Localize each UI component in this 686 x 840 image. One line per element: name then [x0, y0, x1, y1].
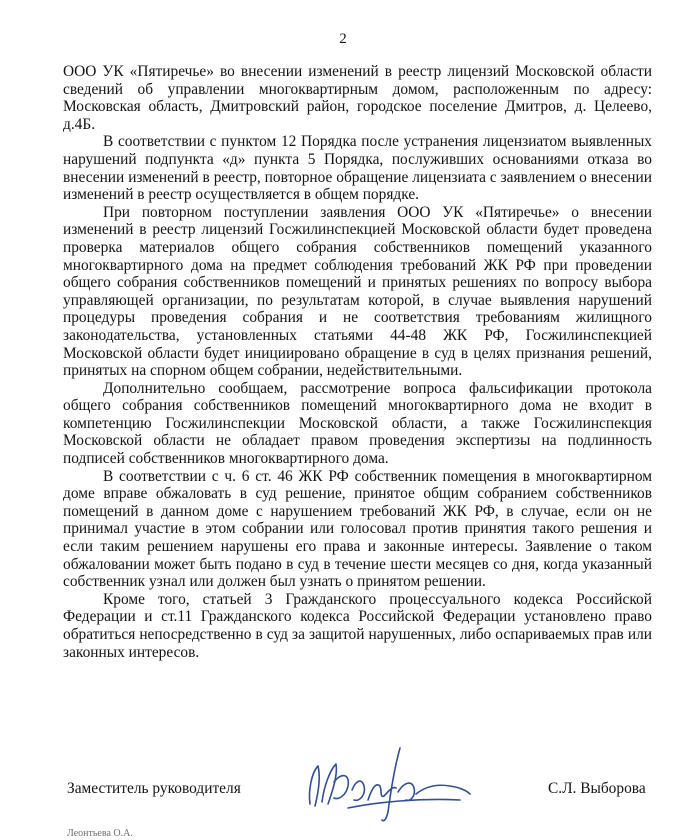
paragraph-reapplication: При повторном поступлении заявления ООО УК «Пятиречье» о внесении изменений в реестр лицензий Госжилинспекцией Московской области будет проведена проверка материалов общего собрания собственников помещений указанного многоквартирного дома на предмет соблюдения требований ЖК РФ при проведении общего собрания собственников помещений и принятых решениях по вопросу выбора управляющей организации, по результатам которой, в случае выявления нарушений процедуры проведения собрания и не соответствия требованиям жилищного законодательства, установленных статьями 44-48 ЖК РФ, Госжилинспекцией Московской области будет инициировано обращение в суд в целях признания решений, принятых на спорном общем собрании, недействительными. [63, 203, 652, 380]
signatory-title: Заместитель руководителя [67, 780, 241, 797]
paragraph-court-right: Кроме того, статьей 3 Гражданского процессуального кодекса Российской Федерации и ст.11 Гражданского кодекса Российской Федерации установлено право обратиться непосредственно в суд за защитой нарушенных, либо оспариваемых прав или законных интересов. [63, 590, 652, 661]
paragraph-falsification: Дополнительно сообщаем, рассмотрение вопроса фальсификации протокола общего собрания собственников помещений многоквартирного дома не входит в компетенцию Госжилинспекции Московской области, а также Госжилинспекция Московской области не обладает правом проведения экспертизы на подлинность подписей собственников многоквартирного дома. [63, 379, 652, 468]
page-number: 2 [339, 31, 347, 47]
executor-name: Леонтьева О.А. [67, 828, 133, 839]
paragraph-continuation: ООО УК «Пятиречье» во внесении изменений в реестр лицензий Московской области сведений об управлении многоквартирным домом, расположенным по адресу: Московская область, Дмитровский район, городское поселение Дмитров, д. Целеево, д.4Б. [63, 63, 652, 133]
paragraph-appeal-right: В соответствии с ч. 6 ст. 46 ЖК РФ собственник помещения в многоквартирном доме вправе обжаловать в суд решение, принятое общим собранием собственников помещений в данном доме с нарушением требований ЖК РФ, в случае, если он не принимал участие в этом собрании или голосовал против принятия такого решения и если таким решением нарушены его права и законные интересы. Заявление о таком обжаловании может быть подано в суд в течение шести месяцев со дня, когда указанный собственник узнал или должен был узнать о принятом решении. [63, 467, 652, 591]
handwritten-signature [288, 742, 478, 822]
letter-body [63, 63, 652, 661]
paragraph-procedure: В соответствии с пунктом 12 Порядка после устранения лицензиатом выявленных нарушений подпункта «д» пункта 5 Порядка, послуживших основаниями отказа во внесении изменений в реестр, повторное обращение лицензиата с заявлением о внесении изменений в реестр осуществляется в общем порядке. [63, 133, 652, 204]
signatory-name: С.Л. Выборова [548, 780, 646, 797]
